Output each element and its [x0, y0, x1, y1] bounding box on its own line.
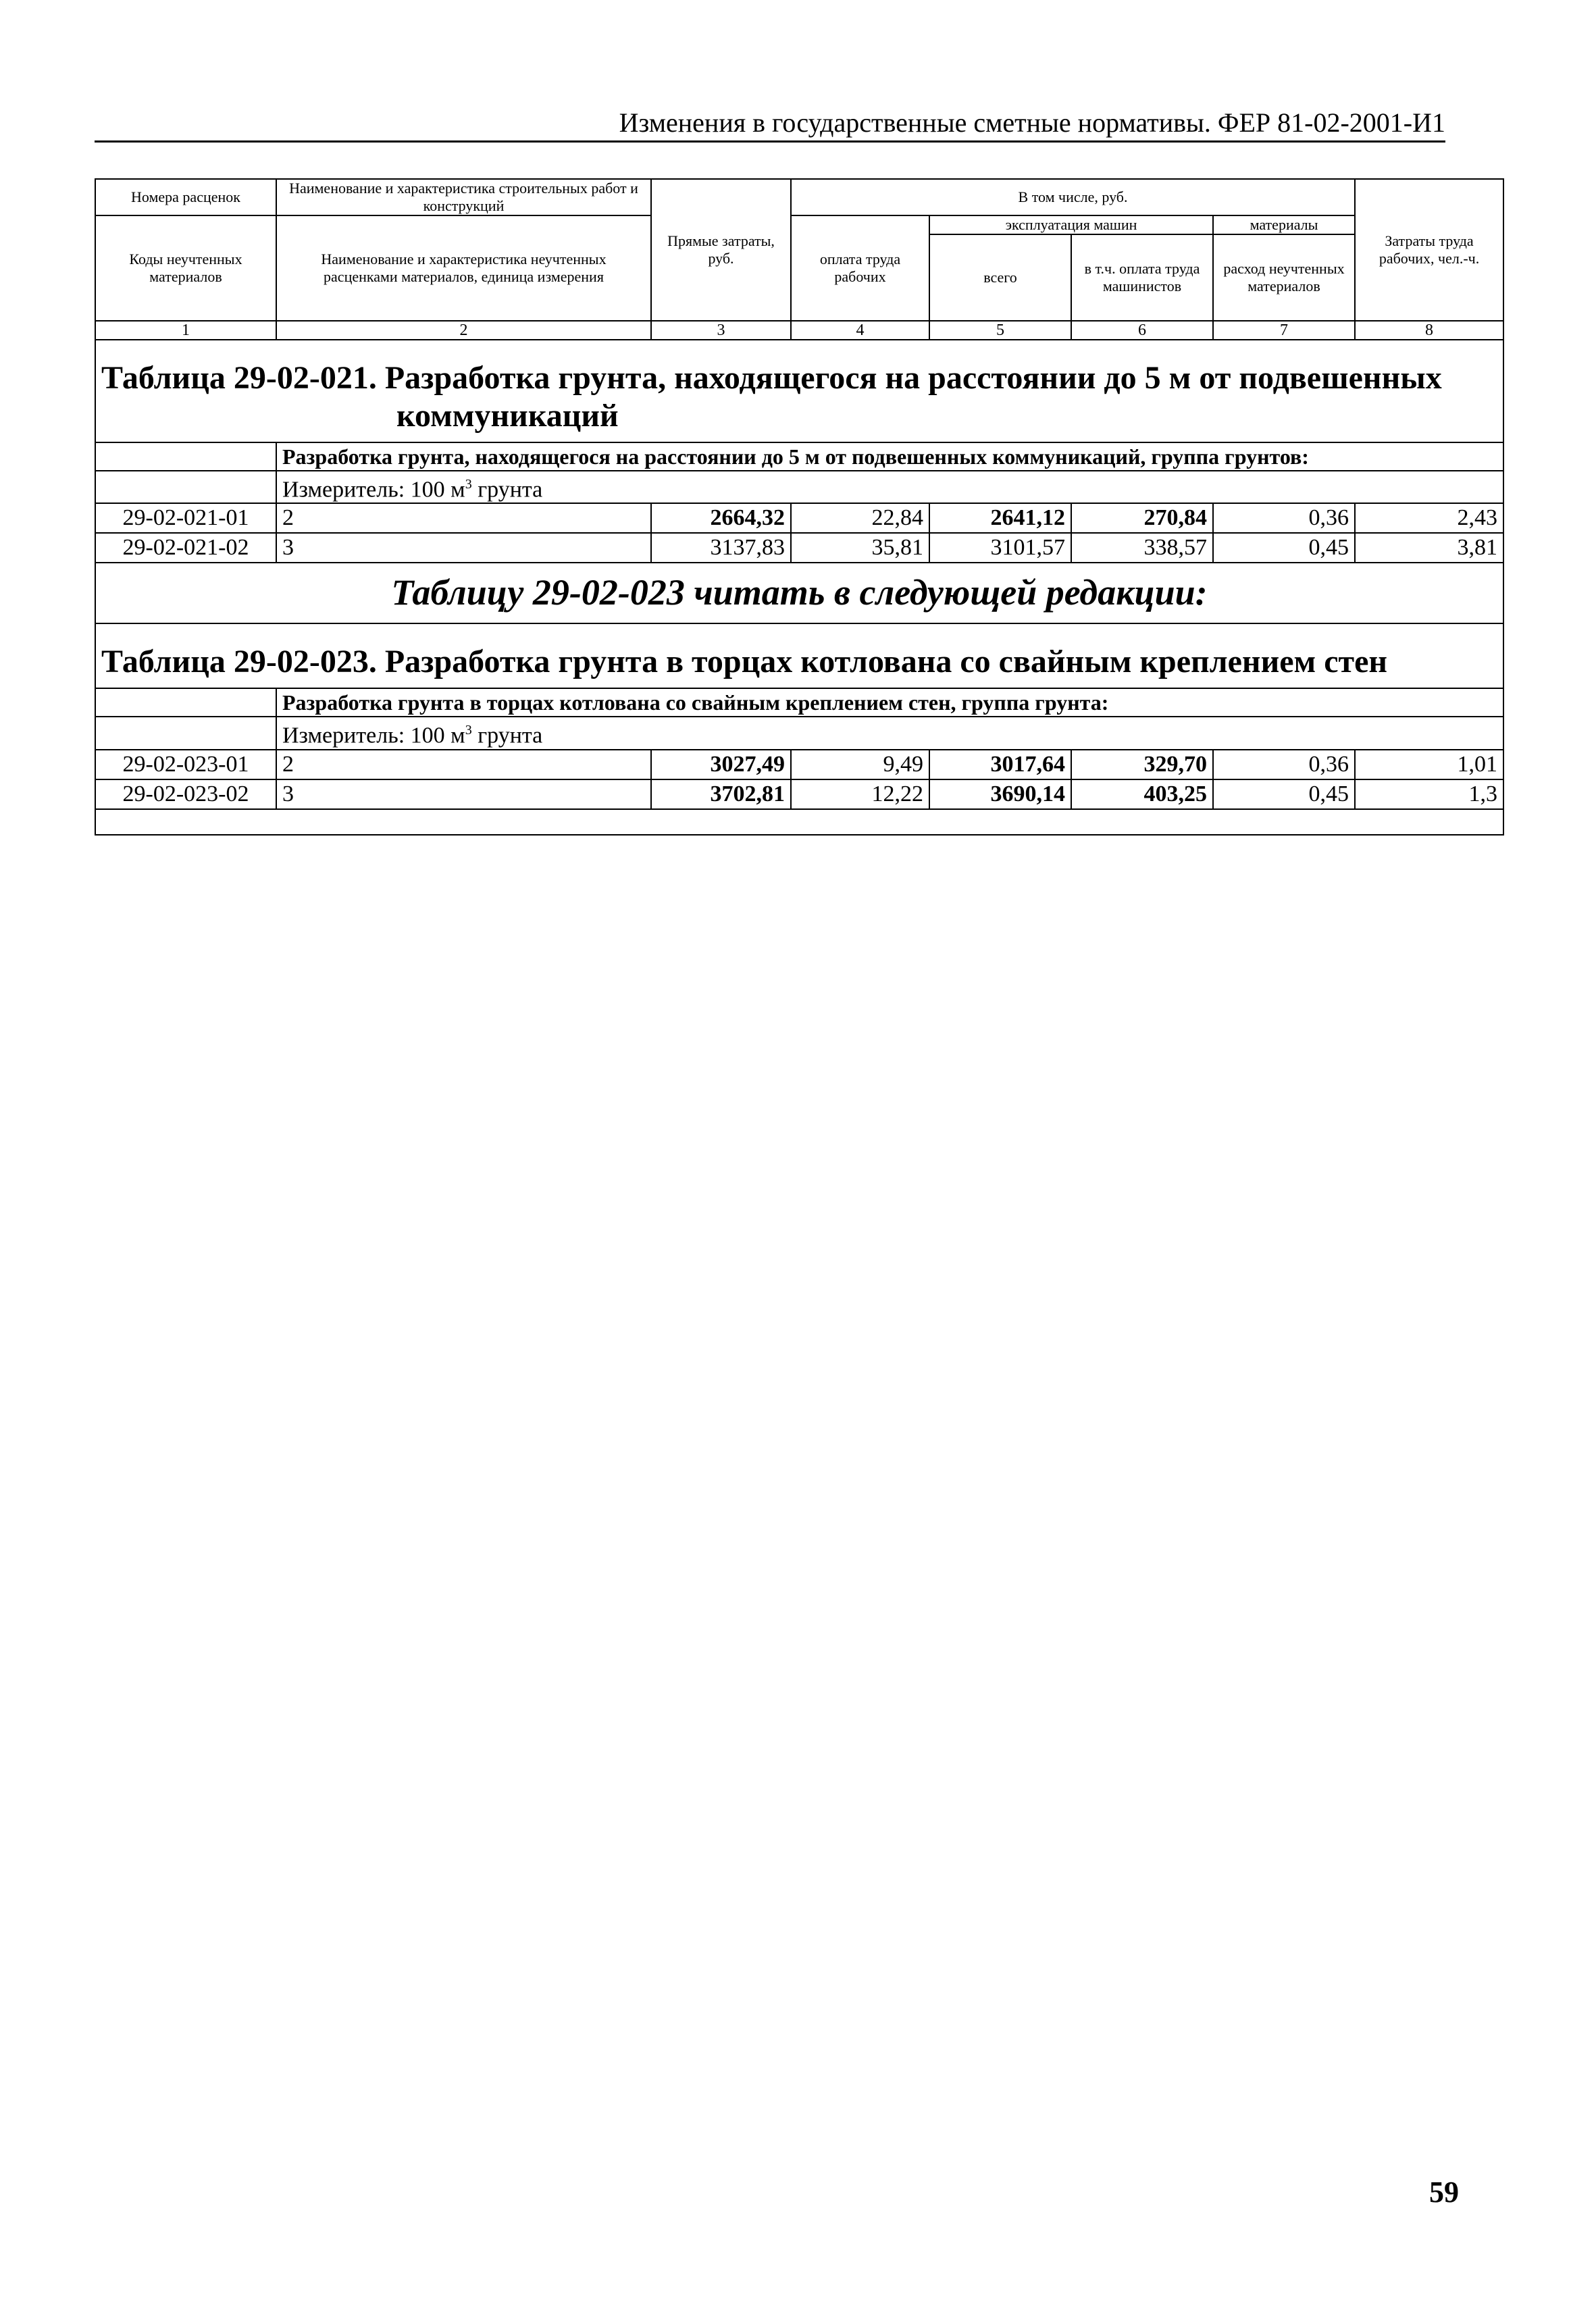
table-021-title: [95, 340, 1503, 442]
column-number: 8: [1355, 321, 1503, 340]
row-materials: 0,45: [1213, 533, 1355, 563]
row-machines-total: 3017,64: [929, 750, 1071, 779]
row-labor-pay: 22,84: [791, 503, 929, 533]
row-name: 2: [276, 750, 651, 779]
table-021-title-line1: Таблица 29-02-021. Разработка грунта, находящегося на расстоянии до 5 м от подвешенных: [101, 360, 1442, 396]
row-machines-labor: 270,84: [1071, 503, 1213, 533]
col7-header: расход неучтенных материалов: [1213, 234, 1355, 321]
machines-header: эксплуатация машин: [929, 215, 1213, 234]
row-machines-total: 2641,12: [929, 503, 1071, 533]
row-machines-labor: 338,57: [1071, 533, 1213, 563]
row-name: 3: [276, 779, 651, 809]
col2-bottom-header: Наименование и характеристика неучтенных расценками материалов, единица измерения: [276, 215, 651, 321]
row-labor-pay: 9,49: [791, 750, 929, 779]
column-number: 5: [929, 321, 1071, 340]
row-code: 29-02-021-02: [95, 533, 276, 563]
table-row: [95, 533, 1503, 563]
header-rule: [95, 140, 1445, 143]
column-number: 7: [1213, 321, 1355, 340]
row-direct-cost: 2664,32: [651, 503, 791, 533]
table-021-unit: [276, 471, 1503, 503]
row-labor-hours: 2,43: [1355, 503, 1503, 533]
row-machines-labor: 329,70: [1071, 750, 1213, 779]
norms-table: [95, 178, 1504, 835]
unit-indent: [95, 717, 276, 749]
row-materials: 0,36: [1213, 503, 1355, 533]
row-machines-labor: 403,25: [1071, 779, 1213, 809]
row-machines-total: 3101,57: [929, 533, 1071, 563]
row-labor-hours: 1,3: [1355, 779, 1503, 809]
row-code: 29-02-023-02: [95, 779, 276, 809]
col1-bottom-header: Коды неучтенных материалов: [95, 215, 276, 321]
column-number: 2: [276, 321, 651, 340]
row-labor-hours: 1,01: [1355, 750, 1503, 779]
col5-header: всего: [929, 234, 1071, 321]
col2-top-header: Наименование и характеристика строительных работ и конструкций: [276, 179, 651, 215]
table-023-title: Таблица 29-02-023. Разработка грунта в торцах котлована со свайным креплением стен: [95, 623, 1503, 688]
table-023-unit: [276, 717, 1503, 749]
table-row: [95, 779, 1503, 809]
unit-suffix: грунта: [471, 723, 543, 748]
group-indent: [95, 688, 276, 717]
row-labor-pay: 35,81: [791, 533, 929, 563]
row-materials: 0,36: [1213, 750, 1355, 779]
table-tail: [95, 809, 1503, 835]
row-direct-cost: 3702,81: [651, 779, 791, 809]
col6-header: в т.ч. оплата труда машинистов: [1071, 234, 1213, 321]
materials-header: материалы: [1213, 215, 1355, 234]
table-023-group-label: Разработка грунта в торцах котлована со свайным креплением стен, группа грунта:: [276, 688, 1503, 717]
running-header: Изменения в государственные сметные нормативы. ФЕР 81-02-2001-И1: [619, 107, 1445, 138]
row-machines-total: 3690,14: [929, 779, 1071, 809]
col4-header: оплата труда рабочих: [791, 215, 929, 321]
table-021-group-label: Разработка грунта, находящегося на расстоянии до 5 м от подвешенных коммуникаций, группа грунтов:: [276, 442, 1503, 471]
row-materials: 0,45: [1213, 779, 1355, 809]
row-direct-cost: 3137,83: [651, 533, 791, 563]
group-indent: [95, 442, 276, 471]
column-number: 6: [1071, 321, 1213, 340]
table-row: [95, 503, 1503, 533]
unit-sup: 3: [465, 477, 472, 492]
row-labor-hours: 3,81: [1355, 533, 1503, 563]
row-code: 29-02-023-01: [95, 750, 276, 779]
unit-suffix: грунта: [471, 477, 543, 503]
unit-sup: 3: [465, 723, 472, 738]
table-021-title-line2: коммуникаций: [396, 398, 619, 434]
unit-prefix: Измеритель: 100 м: [282, 723, 465, 748]
col3-header: Прямые затраты, руб.: [651, 179, 791, 321]
row-labor-pay: 12,22: [791, 779, 929, 809]
row-name: 2: [276, 503, 651, 533]
unit-indent: [95, 471, 276, 503]
unit-prefix: Измеритель: 100 м: [282, 477, 465, 503]
column-number: 4: [791, 321, 929, 340]
row-direct-cost: 3027,49: [651, 750, 791, 779]
row-code: 29-02-021-01: [95, 503, 276, 533]
table-row: [95, 750, 1503, 779]
col8-header: Затраты труда рабочих, чел.-ч.: [1355, 179, 1503, 321]
row-name: 3: [276, 533, 651, 563]
col1-top-header: Номера расценок: [95, 179, 276, 215]
edit-note: Таблицу 29-02-023 читать в следующей редакции:: [95, 563, 1503, 623]
column-number: 3: [651, 321, 791, 340]
page-number: 59: [1429, 2176, 1459, 2209]
group-header: В том числе, руб.: [791, 179, 1355, 215]
column-number: 1: [95, 321, 276, 340]
